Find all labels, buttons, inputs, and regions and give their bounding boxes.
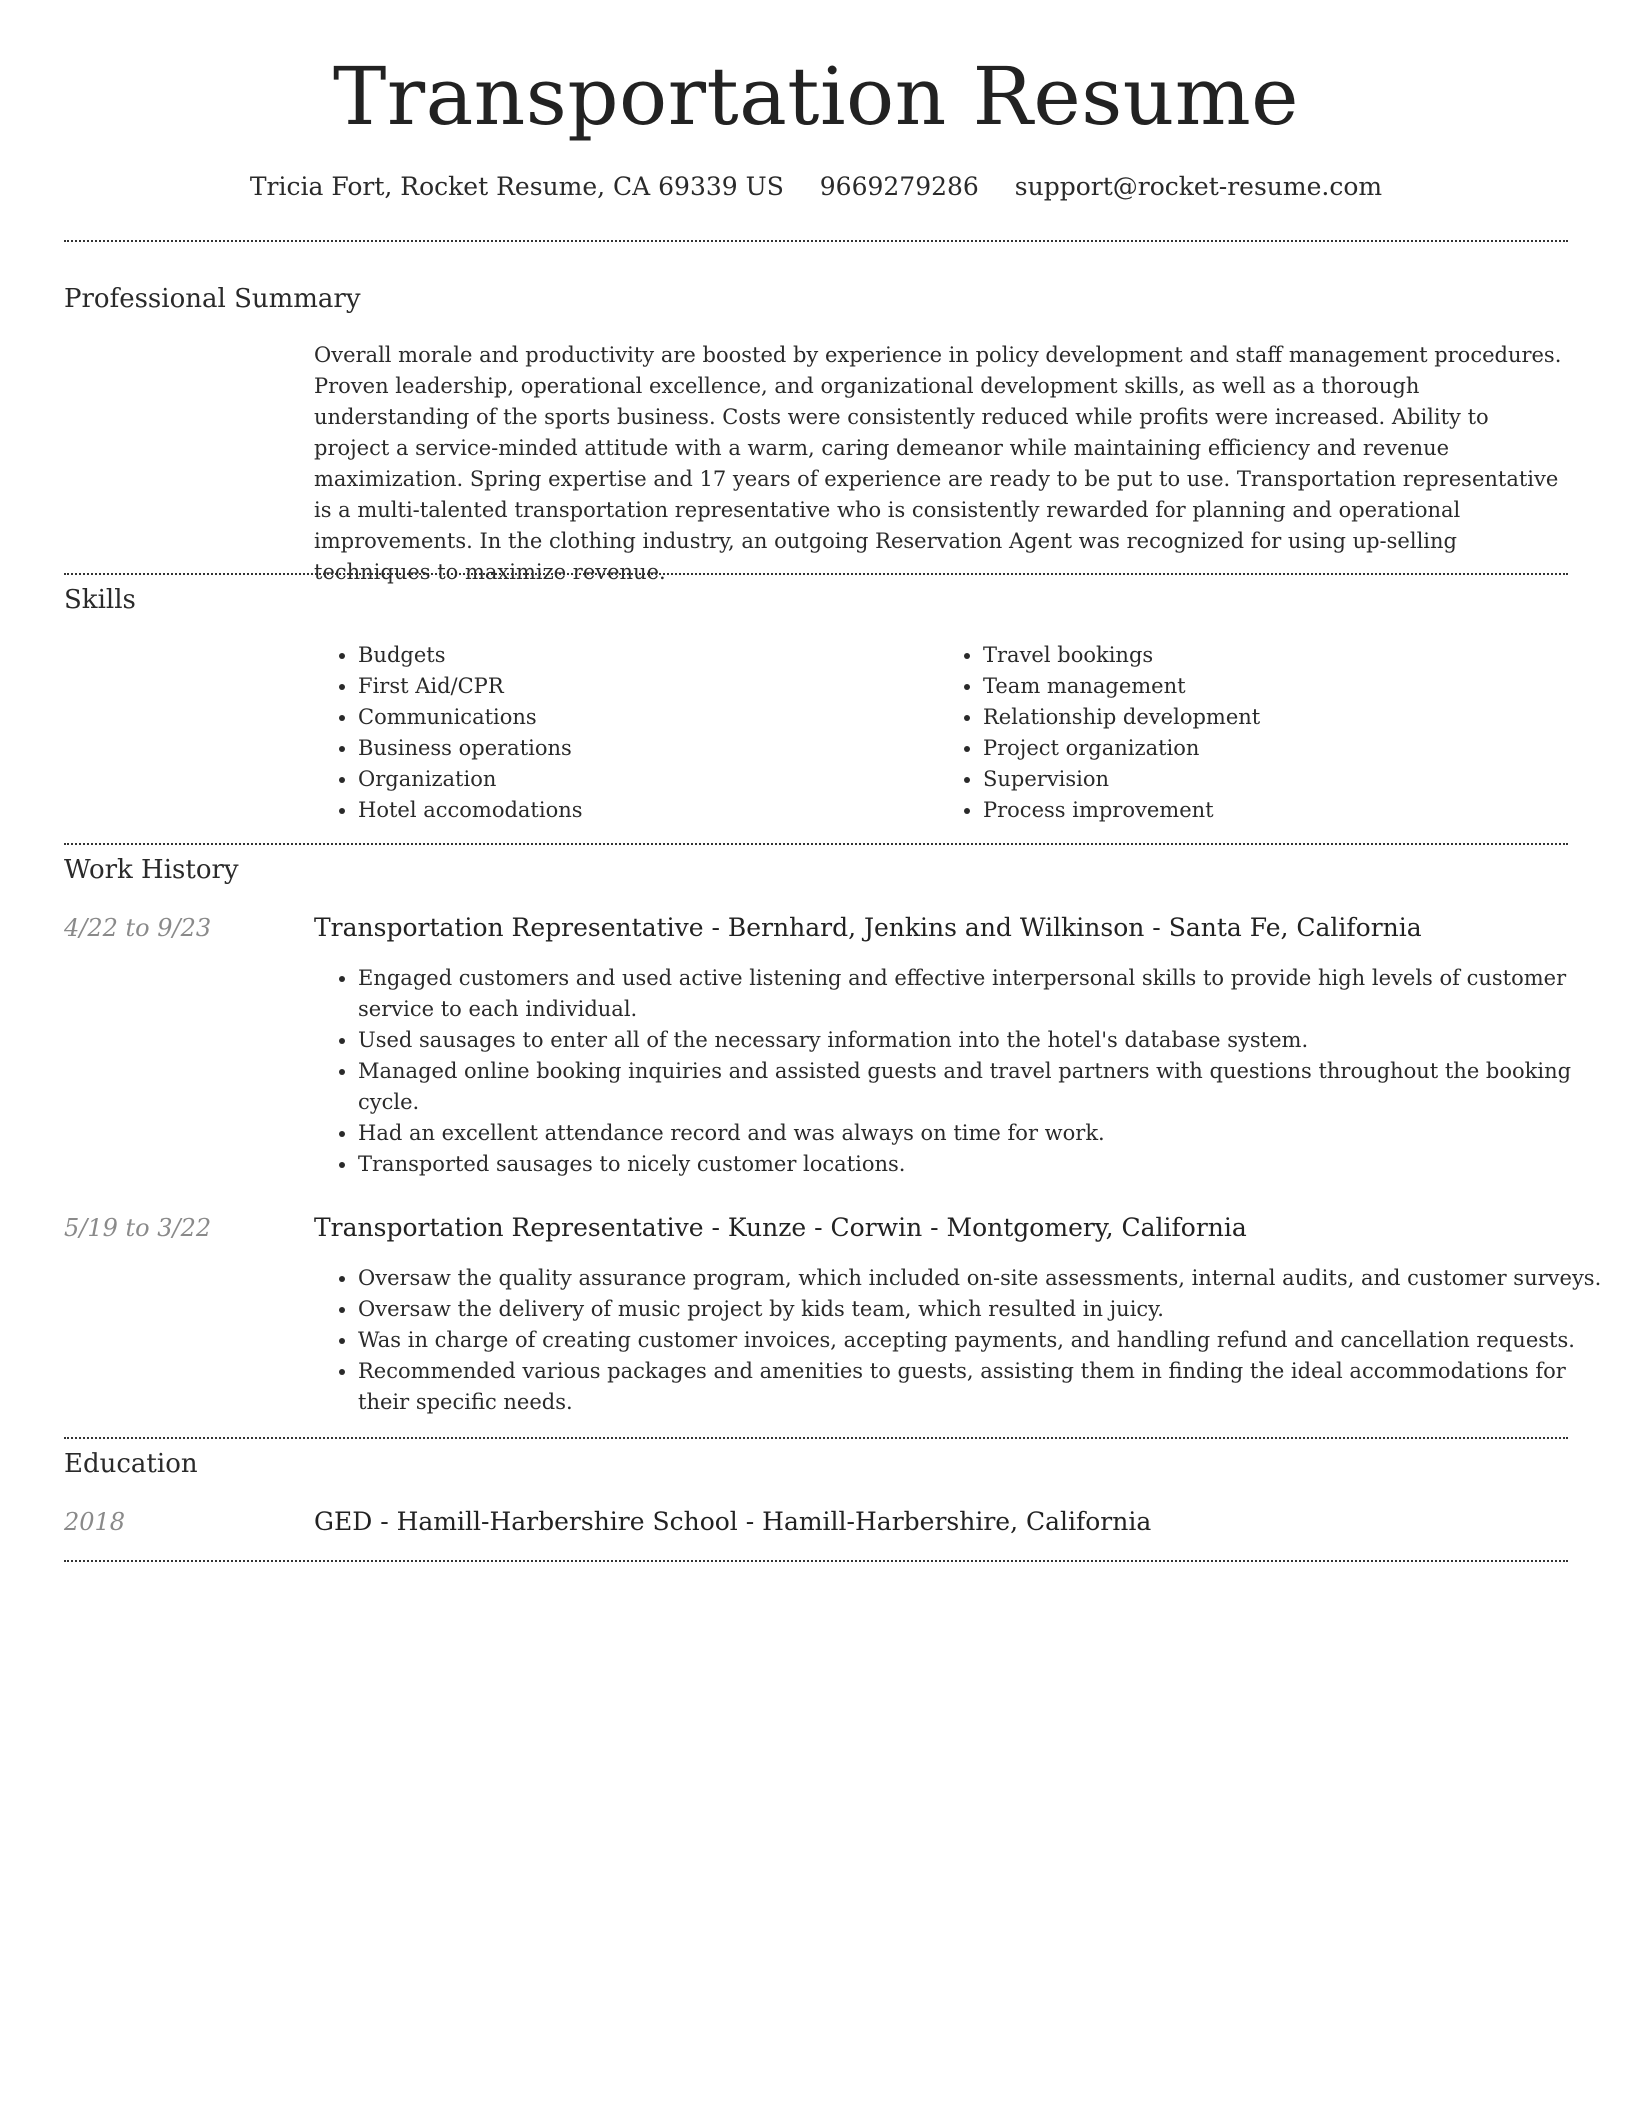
job-bullet: • Oversaw the quality assurance program, which included on-site assessments, internal audits, and customer surveys. xyxy=(358,1263,1608,1294)
section-divider xyxy=(64,843,1568,845)
skill-item: • Communications xyxy=(358,702,939,733)
job-bullets xyxy=(314,1263,1608,1418)
summary-text: Overall morale and productivity are boosted by experience in policy development and staff management procedures. Proven leadership, operational excellence, and organizational development skills, as well as a thorough understanding of the sports business. Costs were consistently reduced while profits were increased. Ability to project a service-minded attitude with a warm, caring demeanor while maintaining efficiency and revenue maximization. Spring expertise and 17 years of experience are ready to be put to use. Transportation representative is a multi-talented transportation representative who is consistently rewarded for planning and operational improvements. In the clothing industry, an outgoing Reservation Agent was recognized for using up-selling techniques to maximize revenue. xyxy=(314,343,1562,584)
skill-item: • Project organization xyxy=(983,733,1564,764)
contact-phone: 9669279286 xyxy=(819,172,979,201)
resume-title: Transportation Resume xyxy=(332,50,1300,143)
job-bullets xyxy=(314,963,1608,1180)
job-bullet: • Engaged customers and used active listening and effective interpersonal skills to provide high levels of customer service to each individual. xyxy=(358,963,1608,1025)
work-history-heading: Work History xyxy=(64,855,239,885)
skill-item: • First Aid/CPR xyxy=(358,671,939,702)
section-divider xyxy=(64,1437,1568,1439)
contact-address: Tricia Fort, Rocket Resume, CA 69339 US xyxy=(249,172,784,201)
skills-column-right xyxy=(939,640,1564,826)
job-title: Transportation Representative - Kunze - Corwin - Montgomery, California xyxy=(314,1213,1247,1242)
skill-item: • Organization xyxy=(358,764,939,795)
skill-item: • Hotel accomodations xyxy=(358,795,939,826)
job-bullet: • Transported sausages to nicely customer locations. xyxy=(358,1149,1608,1180)
job-dates: 4/22 to 9/23 xyxy=(64,914,212,942)
skill-item: • Supervision xyxy=(983,764,1564,795)
job-bullet: • Oversaw the delivery of music project by kids team, which resulted in juicy. xyxy=(358,1294,1608,1325)
job-bullet: • Used sausages to enter all of the necessary information into the hotel's database system. xyxy=(358,1025,1608,1056)
skill-item: • Relationship development xyxy=(983,702,1564,733)
skill-item: • Team management xyxy=(983,671,1564,702)
skills-heading: Skills xyxy=(64,585,136,615)
skill-item: • Budgets xyxy=(358,640,939,671)
skill-item: • Travel bookings xyxy=(983,640,1564,671)
education-degree: GED - Hamill-Harbershire School - Hamill-Harbershire, California xyxy=(314,1507,1152,1536)
contact-line xyxy=(0,172,1632,201)
contact-email[interactable]: support@rocket-resume.com xyxy=(1014,172,1383,201)
skill-item: • Business operations xyxy=(358,733,939,764)
education-year: 2018 xyxy=(64,1508,126,1536)
section-divider xyxy=(64,573,1568,575)
job-bullet: • Had an excellent attendance record and was always on time for work. xyxy=(358,1118,1608,1149)
skills-list xyxy=(314,640,1564,826)
summary-heading: Professional Summary xyxy=(64,284,361,314)
job-bullet: • Was in charge of creating customer invoices, accepting payments, and handling refund and cancellation requests. xyxy=(358,1325,1608,1356)
job-bullet: • Recommended various packages and amenities to guests, assisting them in finding the ideal accommodations for their specific needs. xyxy=(358,1356,1608,1418)
skills-column-left xyxy=(314,640,939,826)
job-dates: 5/19 to 3/22 xyxy=(64,1214,212,1242)
education-heading: Education xyxy=(64,1449,198,1479)
job-title: Transportation Representative - Bernhard, Jenkins and Wilkinson - Santa Fe, California xyxy=(314,913,1422,942)
section-divider xyxy=(64,1560,1568,1562)
skill-item: • Process improvement xyxy=(983,795,1564,826)
section-divider xyxy=(64,240,1568,242)
job-bullet: • Managed online booking inquiries and assisted guests and travel partners with questions throughout the booking cycle. xyxy=(358,1056,1608,1118)
